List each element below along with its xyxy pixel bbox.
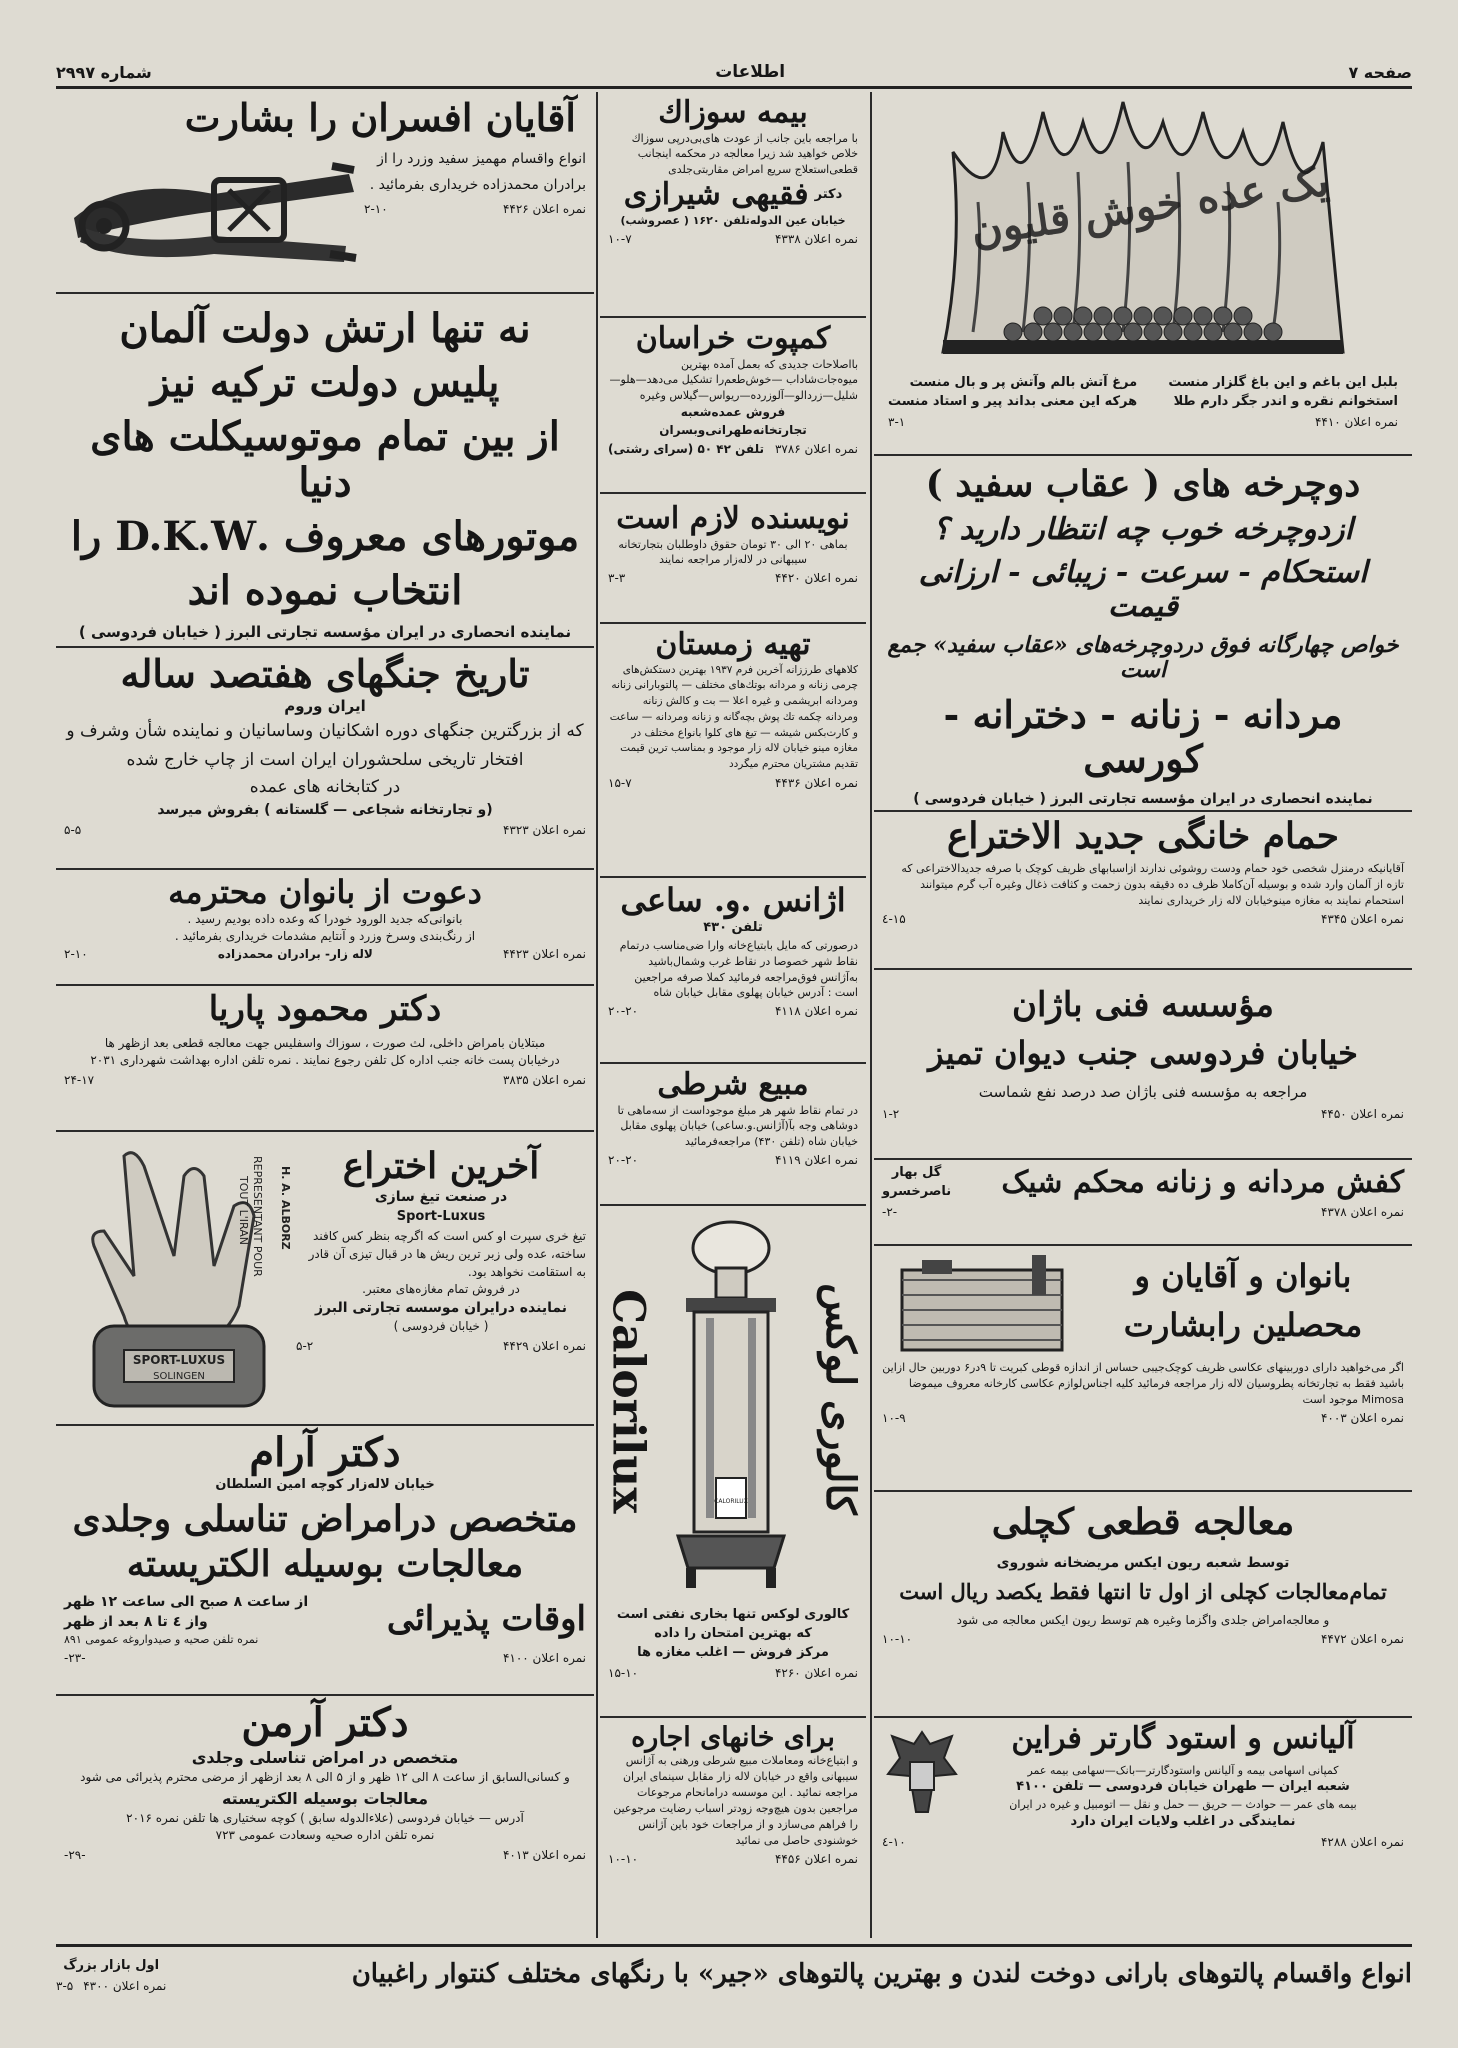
- ad-title: کمپوت خراسان: [635, 321, 831, 356]
- doctor-name: فقیهی شیرازی: [623, 177, 809, 213]
- ad-home-bath: [874, 812, 1412, 970]
- ad-number: نمره اعلان ۴۴۵۰: [1320, 1106, 1404, 1121]
- doctor-prefix: دکتر: [814, 187, 843, 203]
- ad-meta: [608, 442, 858, 456]
- ad-body: آقایانیکه درمنزل شخصی خود حمام ودست روشوئی ندارند ازاسبابهای ظریف کوچک با صرفه جدیدالاختراعی که تازه از آلمان وارد شده و بوسیله آن‌کاملا ظرف ده دقیقه بدون زحمت و کثافت ذغال وغیره آب گرم میتوانند استحمام نمایند به مغازه مینوخیابان لاله زار خریداری نمایند: [901, 862, 1404, 908]
- ad-line: خواص چهارگانه فوق دردوچرخه‌های «عقاب سفید» جمع است: [887, 631, 1399, 684]
- ad-number: نمره اعلان ۴۴۲۰: [774, 571, 858, 586]
- ad-body: با مراجعه باین جانب از عودت هاى‌بى‌درپى سوزاك خلاص خواهید شد زیرا معالجه در محکمه اینجانب قطعی‌استعلاج سریع امراض مقاربتی‌جلدی: [631, 131, 858, 177]
- ad-code: ۵-۲: [296, 1338, 314, 1353]
- ad-number: نمره اعلان ۴۴۲۶: [502, 201, 586, 216]
- flame-banner-text: یک عده خوش قلیون: [968, 156, 1332, 255]
- ad-shops: (و تجارتخانه شجاعی — گلستانه ) بفروش میرسد: [157, 801, 493, 818]
- ad-code: ۳-۱: [888, 414, 906, 429]
- ad-title: دوچرخه های ( عقاب سفید ): [925, 463, 1361, 505]
- ad-title: کفش مردانه و زنانه محکم شیک: [1001, 1164, 1404, 1200]
- newspaper-name: اطلاعات: [715, 62, 786, 82]
- ad-body: و ابتیاع‌خانه ومعاملات مبیع شرطی ورهنی به آژانس سیبهانی واقع در خیابان لاله زار مقابل سینمای ایران مراجعه نمائید . این موسسه درامانحام مرجوعات مراجعین بدون هیچ‌وجه زودتر اسباب رضایت مرجوعین را فراهم می‌سازد و از مراجعات خود باین آژانس خوشنودی حاصل می نمائید: [613, 1754, 858, 1847]
- ad-body: بماهی ۲۰ الی ۳۰ تومان حقوق داوطلبان بتجارتخانه سیبهانی در لاله‌زار مراجعه نمایند: [618, 537, 848, 567]
- ad-number: نمره اعلان ۴۰۱۳: [502, 1847, 586, 1862]
- page-header: [56, 58, 1412, 89]
- eagle-logo-icon: [882, 1722, 962, 1822]
- ad-ladies-invitation: [56, 870, 594, 986]
- ad-title: آلیانس و استود گارتر فراین: [1011, 1721, 1355, 1756]
- ad-number: نمره اعلان ۴۱۱۸: [774, 1004, 858, 1019]
- ad-calorilux-heater: [600, 1206, 866, 1718]
- ad-number: نمره اعلان ۴۴۷۲: [1320, 1632, 1404, 1647]
- ad-representative-2: ( خیابان فردوسی ): [393, 1319, 489, 1334]
- ad-number: نمره اعلان ۴۳۳۸: [774, 231, 858, 246]
- ad-title: برای خانهای اجاره: [631, 1722, 835, 1753]
- right-column: [874, 92, 1412, 1938]
- footer-side-text: اول بازار بزرگ: [63, 1958, 160, 1974]
- ad-number: نمره اعلان ۴۰۰۳: [1320, 1410, 1404, 1425]
- ad-code: -۲-: [882, 1204, 898, 1219]
- ad-title: تهیه زمستان: [655, 627, 811, 662]
- ad-code: -۲۹-: [64, 1847, 86, 1862]
- column-rule: [870, 92, 872, 1938]
- ad-line: تمام‌معالجات کچلی از اول تا انتها فقط یکصد ریال است: [899, 1578, 1387, 1604]
- ad-title: نویسنده لازم است: [616, 501, 850, 536]
- ad-line: خیابان فردوسی جنب دیوان تمیز: [928, 1034, 1358, 1073]
- issue-number: شماره ۲۹۹۷: [56, 62, 152, 82]
- ad-line: موتورهای معروف .D.K.W را: [70, 513, 580, 560]
- ad-meta: [608, 1004, 858, 1018]
- vertical-label-1: REPRESENTANT POUR: [251, 1156, 264, 1277]
- ad-gonorrhea-treatment: [600, 92, 866, 318]
- vertical-label-2: TOUT L'IRAN: [237, 1176, 250, 1245]
- ad-meta: [608, 1852, 858, 1866]
- ad-meta: [64, 1848, 586, 1862]
- ad-representative: نماینده انحصاری در ایران مؤسسه تجارتی البرز ( خیابان فردوسی ): [78, 623, 572, 641]
- ad-meta: [608, 232, 858, 246]
- ad-code: ۲-۱۰: [64, 947, 88, 962]
- ad-body: در تمام نقاط شهر هر مبلغ موجوداست از سه‌ماهی تا دوشاهی وجه بآ(آژانس.و.ساعی) خیابان پهلوی مقابل خیابان شاه (تلفن ۴۳۰) مراجعه‌فرمائید: [617, 1103, 858, 1149]
- ad-line: بانوان و آقایان و: [1134, 1257, 1352, 1295]
- ad-meta: [882, 1107, 1404, 1121]
- ad-title: مبیع شرطی: [657, 1067, 809, 1102]
- ad-spurs: [56, 92, 594, 294]
- ad-line: پلیس دولت ترکیه نیز: [150, 359, 500, 406]
- ad-meta: [608, 776, 858, 790]
- ad-body-2: در کتابخانه های عمده: [249, 777, 401, 798]
- ad-meta: [882, 1205, 1404, 1219]
- ad-phone: تلفن ۴۳۰: [703, 919, 763, 935]
- ad-code: ۱۰-۱۰: [882, 1632, 913, 1647]
- ad-subtitle: ایران وروم: [284, 696, 366, 715]
- ad-number: نمره اعلان ۴۲۸۸: [1320, 1835, 1404, 1850]
- ad-line: مردانه - زنانه - دخترانه - کورسی: [943, 692, 1343, 782]
- ad-title: آخرین اختراع: [342, 1145, 540, 1187]
- ad-meta: [608, 571, 858, 585]
- ad-code: ۱۰-۹: [882, 1410, 906, 1425]
- ad-number: نمره اعلان ۴۱۱۹: [774, 1153, 858, 1168]
- ad-number: نمره اعلان ۴۱۰۰: [502, 1651, 586, 1666]
- ad-meta: [882, 1411, 1404, 1425]
- ad-line: نمایندگی در اغلب ولایات ایران دارد: [1070, 1814, 1296, 1830]
- ad-doctor-armen: [56, 1696, 594, 1938]
- ad-saei-agency: [600, 878, 866, 1064]
- ad-number: نمره اعلان ۴۳۴۵: [1320, 912, 1404, 927]
- ad-sale: در فروش تمام مغازه‌های معتبر.: [362, 1281, 520, 1296]
- brand-latin: Calorilux: [602, 1289, 654, 1514]
- ad-doctor-aram: [56, 1426, 594, 1696]
- ad-phone: تلفن ۴۲ ۵۰ (سرای رشتی): [608, 442, 764, 457]
- ad-meta: [364, 202, 586, 216]
- ad-code: ۱۰-٤: [882, 1835, 906, 1850]
- ad-line: از رنگ‌بندی وسرخ وزرد و آنتایم مشدمات خریداری بفرمائید .: [174, 928, 476, 943]
- ad-meta: [880, 415, 1406, 429]
- ad-khorasan-compote: [600, 318, 866, 494]
- spur-illustration: [64, 146, 364, 276]
- ad-cameras: [874, 1246, 1412, 1492]
- ad-line: انتخاب نموده اند: [187, 567, 463, 614]
- ad-line: و معالجه‌امراض جلدی واگزما وغیره هم توسط ریون ایکس معالجه می شود: [956, 1612, 1330, 1627]
- ad-line: ازدوچرخه خوب چه انتظار دارید ؟: [933, 512, 1353, 548]
- column-rule: [596, 92, 598, 1938]
- ad-code: ۳-۳: [608, 571, 626, 586]
- ad-line: استحکام - سرعت - زیبائی - ارزانی قیمت: [918, 554, 1368, 625]
- hours-line-2: واز ٤ تا ۸ بعد از ظهر: [64, 1613, 208, 1630]
- ad-title: دکتر محمود پاریا: [208, 989, 442, 1029]
- ad-line: بانوانی‌که جدید الورود خودرا که وعده داده بودیم رسید .: [187, 911, 463, 926]
- left-column: [56, 92, 594, 1938]
- ad-meta: [882, 912, 1404, 926]
- visiting-hours-label: اوقات پذیرائی: [386, 1599, 586, 1640]
- poem-line: هرکه این معنی بداند پیر و استاد منست: [888, 393, 1138, 409]
- ad-meta: [56, 1979, 166, 1993]
- ad-meta: [608, 1666, 858, 1680]
- blade-label-bottom: SOLINGEN: [153, 1371, 205, 1382]
- ad-line: متخصص درامراض تناسلی وجلدی: [72, 1497, 578, 1540]
- ad-line: و کسانی‌السابق از ساعت ۸ الی ۱۲ ظهر و از ۵ الی ۸ بعد ازظهر از مرضی محترم پذیرائی می شود: [80, 1770, 570, 1785]
- ad-meta: [64, 1651, 586, 1665]
- poem-line: استخوانم نقره و اندر جگر دارم طلا: [1173, 393, 1398, 409]
- ad-title: معالجه قطعی کچلی: [991, 1501, 1295, 1543]
- ad-title: اژانس .و. ساعی: [620, 881, 846, 919]
- ad-ringworm-treatment: [874, 1492, 1412, 1718]
- ad-line: مبتلایان بامراض داخلی، لث صورت ، سوزاك واسفلیس جهت معالجه قطعی بعد ازظهر ها: [104, 1036, 546, 1051]
- ad-code: ۲۰-۲۰: [608, 1004, 639, 1019]
- ad-rental-houses: [600, 1718, 866, 1938]
- ad-title: تاریخ جنگهای هفتصد ساله: [120, 651, 530, 696]
- ad-code: ۱۰-۷: [608, 231, 632, 246]
- ad-title: مؤسسه فنی باژان: [1011, 985, 1274, 1025]
- ad-address: آدرس — خیابان فردوسی (علاءالدوله سابق ) کوچه سختیاری ها تلفن نمره ۲۰۱۶: [126, 1810, 524, 1825]
- ad-conditional-sale: [600, 1064, 866, 1206]
- ad-war-history-book: [56, 648, 594, 870]
- ad-code: -۲۳-: [64, 1651, 86, 1666]
- brand-persian: کالوری لوکس: [817, 1283, 864, 1515]
- ad-meta: [64, 947, 586, 961]
- vertical-label-3: H. A. ALBORZ: [279, 1166, 292, 1250]
- ad-meta: [64, 823, 586, 837]
- ad-code: ۱۵-۱۰: [608, 1665, 639, 1680]
- brand-name: Sport-Luxus: [396, 1208, 486, 1224]
- ad-line: محصلین رابشارت: [1123, 1305, 1363, 1344]
- ad-body: تیغ خری سپرت او کس است که اگرچه بنظر کس کافند ساخته، عده ولی زبر ترین ریش ها در قبال تیزی آن قادر به استقامت نخواهد بود.: [308, 1228, 586, 1279]
- ad-code: ۲۴-۱۷: [64, 1072, 95, 1087]
- hand-holding-blade-illustration: [64, 1136, 294, 1416]
- ad-body: کلاههای طرززانه آخرین فرم ۱۹۳۷ بهترین دستکش‌های چرمی زنانه و مردانه بوتك‌های مختلف — پالتوبارانی زنانه ومردانه ابریشمی و غیره اعلا — بت و کالش زنانه ومردانه چکمه تك پوش بچه‌گانه و زنانه ومردانه — ساعت و کارت‌بکس شیشه — تیغ های کلوا بانواع مختلف در مغازه مینو خیابان لاله زار موجود و بمناسب ترین قیمت تقدیم مشتریان محترم میگردد: [609, 663, 858, 770]
- ad-title: آقایان افسران را بشارت: [184, 95, 576, 140]
- heater-illustration: [656, 1218, 806, 1598]
- ad-subtitle: در صنعت تیغ سازی: [374, 1189, 508, 1206]
- ad-bazhan-technical: [874, 970, 1412, 1160]
- poem-line: مرغ آتش بالم وآتش پر و بال منست: [909, 375, 1138, 390]
- ad-code: ۱۵-۷: [608, 775, 632, 790]
- ad-meta: [608, 1153, 858, 1167]
- ad-body: بااصلاحات جدیدی که بعمل آمده بهترین میوه‌جات‌شاداب —خوش‌طعم‌را تشکیل می‌دهد—هلو— شلیل—زردالو—آلوزرده—ریواس—گیلاس وغیره: [609, 357, 858, 403]
- ad-fire-bird: [874, 92, 1412, 456]
- shop-address: ناصرخسرو: [882, 1183, 952, 1199]
- ad-line: که بهترین امتحان را داده: [654, 1625, 812, 1641]
- ad-number: نمره اعلان ۴۳۰۰: [83, 1978, 167, 1993]
- ad-meta: [296, 1339, 586, 1353]
- ad-shop: فروش عمده‌شعبه تجارتخانه‌طهرانی‌وبسران: [659, 405, 807, 437]
- ad-number: نمره اعلان ۳۸۳۵: [502, 1072, 586, 1087]
- ad-line: نه تنها ارتش دولت آلمان: [119, 305, 531, 352]
- ad-number: نمره اعلان ۳۷۸۶: [774, 442, 858, 457]
- ad-code: ۵-۵: [64, 823, 82, 838]
- ad-shop: لاله زار- برادران محمدزاده: [217, 947, 373, 962]
- ad-representative: نماینده درایران موسسه تجارتی البرز: [314, 1299, 568, 1316]
- ad-meta: [882, 1632, 1404, 1646]
- hours-line: از ساعت ۸ صبح الی ساعت ۱۲ ظهر: [64, 1593, 309, 1610]
- ad-body: که از بزرگترین جنگهای دوره اشکانیان وساسانیان و نماینده شأن وشرف و افتخار تاریخی سلحشوران ایران است از چاپ خارج شده: [66, 721, 584, 771]
- ad-number: نمره اعلان ۴۳۷۸: [1320, 1204, 1404, 1219]
- ad-branch: شعبه ایران — طهران خیابان فردوسی — تلفن ۴۱۰۰: [1016, 1779, 1350, 1795]
- ad-code: ۲۰-۲۰: [608, 1153, 639, 1168]
- ad-code: ۳-۵: [56, 1978, 74, 1993]
- ad-body: درصورتی که مایل بابتیاع‌خانه وارا ضی‌مناسب درتمام نقاط شهر خصوصا در نقاط غرب وشمال‌باشید به‌آژانس فوق‌مراجعه فرمائید کملا صرفه مراجعین است : آدرس خیابان پهلوی مقابل خیابان شاه: [619, 938, 858, 1000]
- ad-allianz-insurance: [874, 1718, 1412, 1938]
- ad-number: نمره اعلان ۴۴۱۰: [1314, 414, 1398, 429]
- ad-line: درخیابان پست خانه جنب اداره کل تلفن رجوع نمایند . نمره تلفن اداره بهداشت شهرداری ۲۰۳۱: [90, 1053, 560, 1068]
- ad-title: دعوت از بانوان محترمه: [168, 873, 482, 911]
- ad-dkw-motorcycles: [56, 294, 594, 648]
- ad-line: معالجات بوسیله الکتریسته: [221, 1788, 429, 1808]
- poem-line: بلبل این باغم و این باغ گلزار منست: [1168, 375, 1398, 390]
- ad-address: خیابان لاله‌زار کوچه امین السلطان: [215, 1477, 435, 1492]
- ad-doctor-paria: [56, 986, 594, 1132]
- ad-body: کمپانی اسهامی بیمه و آلیانس واستودگارتر—بانک—سهامی بیمه عمر: [1027, 1763, 1339, 1777]
- middle-column: [600, 92, 866, 1938]
- ad-code: ۲-۱۰: [364, 201, 388, 216]
- ad-line: معالجات بوسیله الکتریسته: [126, 1543, 524, 1586]
- ad-meta: [64, 1073, 586, 1087]
- ad-line: بیمه های عمر — حوادث — حریق — حمل و نقل — اتومبیل و غیره در ایران: [1009, 1798, 1357, 1812]
- ad-subtitle: توسط شعبه ریون ایکس مریضخانه شوروی: [996, 1555, 1290, 1572]
- ad-phone: نمره تلفن اداره صحیه وسعادت عمومی ۷۲۳: [215, 1828, 435, 1843]
- ad-body: اگر می‌خواهید دارای دوربینهای عکاسی ظریف کوچک‌جیبی حساس از اندازه قوطی کبریت تا ۹در۶ دوربین حال ازاین باشید فقط به تجارتخانه پطروسیان لاله زار مراجعه فرمائید کلیه اجناس‌لوازم عکاسی کارخانه معروف میموضا Mimosa موجود است: [882, 1361, 1404, 1406]
- ad-number: نمره اعلان ۴۳۲۳: [502, 823, 586, 838]
- ad-meta: [882, 1835, 1404, 1849]
- ad-number: نمره اعلان ۴۴۳۶: [774, 775, 858, 790]
- ad-number: نمره اعلان ۴۴۵۶: [774, 1851, 858, 1866]
- ad-white-eagle-bicycles: [874, 456, 1412, 812]
- ad-title: دکتر آرام: [249, 1429, 401, 1476]
- ad-number: نمره اعلان ۴۴۲۳: [502, 947, 586, 962]
- page-number: صفحه ۷: [1348, 62, 1412, 82]
- camera-illustration: [882, 1250, 1082, 1360]
- ad-number: نمره اعلان ۴۲۶۰: [774, 1665, 858, 1680]
- shop-name: گل بهار: [891, 1165, 942, 1180]
- ad-subtitle: متخصص در امراض تناسلی وجلدی: [191, 1748, 459, 1767]
- ad-code: ۱۰-۱۰: [608, 1851, 639, 1866]
- ad-winter-preparation: [600, 624, 866, 878]
- ad-line: از بین تمام موتوسیکلت های دنیا: [90, 413, 560, 506]
- ad-line: مرکز فروش — اغلب مغازه ها: [637, 1644, 829, 1660]
- ad-title: دکتر آرمن: [241, 1699, 409, 1746]
- footer-main-text: انواع واقسام پالتوهای بارانی دوخت لندن و بهترین پالتوهای «جیر» با رنگهای مختلف کنتوار راغبیان: [351, 1959, 1412, 1990]
- footer-banner-ad: [56, 1944, 1412, 2003]
- ad-line: کالوری لوکس تنها بخاری نفتی است: [616, 1607, 850, 1622]
- ad-shoes: [874, 1160, 1412, 1246]
- ad-phone: نمره تلفن صحیه و صیدواروغه عمومی ۸۹۱: [64, 1633, 259, 1647]
- ad-number: نمره اعلان ۴۴۲۹: [502, 1338, 586, 1353]
- ad-code: ۱-۲: [882, 1106, 900, 1121]
- ad-razor-blades: [56, 1132, 594, 1426]
- ad-representative: نماینده انحصاری در ایران مؤسسه تجارتی البرز ( خیابان فردوسی ): [913, 790, 1373, 807]
- heater-brand-label: CALORILUX: [714, 1498, 748, 1505]
- ad-address: خیابان عین الدوله‌تلفن ۱۶۲۰ ( عصروشب): [620, 213, 846, 227]
- blade-label-top: SPORT-LUXUS: [132, 1353, 226, 1367]
- ad-title: حمام خانگی جدید الاختراع: [946, 815, 1340, 857]
- ad-code: ۱۵-٤: [882, 912, 906, 927]
- ad-body: انواع واقسام مهمیز سفید وزرد را از برادران محمدزاده خریداری بفرمائید .: [369, 150, 586, 194]
- ad-line: مراجعه به مؤسسه فنی باژان صد درصد نفع شماست: [978, 1082, 1308, 1101]
- ad-title: بیمه سوزاك: [658, 95, 808, 130]
- ad-writer-wanted: [600, 494, 866, 624]
